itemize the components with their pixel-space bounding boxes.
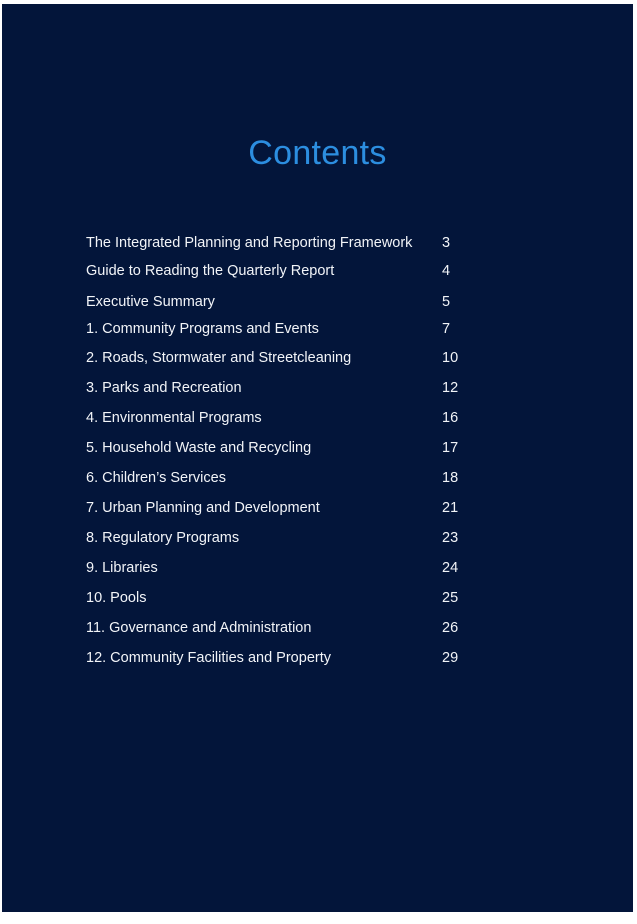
toc-entry-label: Guide to Reading the Quarterly Report (86, 263, 335, 279)
toc-entry-page: 25 (442, 590, 459, 606)
page-title: Contents (248, 134, 387, 172)
toc-entry-label: 4. Environmental Programs (86, 410, 262, 426)
toc-entry-page: 5 (442, 294, 451, 310)
toc-entry-page: 12 (442, 380, 459, 396)
toc-entry[interactable] (86, 617, 466, 639)
toc-entry-label: The Integrated Planning and Reporting Framework (86, 235, 413, 251)
toc-entry[interactable] (86, 407, 466, 429)
toc-entry[interactable] (86, 377, 466, 399)
toc-entry[interactable] (86, 318, 466, 340)
toc-entry[interactable] (86, 587, 466, 609)
toc-entry[interactable] (86, 232, 466, 254)
toc-entry-label: 6. Children’s Services (86, 470, 226, 486)
toc-entry-label: 9. Libraries (86, 560, 158, 576)
toc-entry[interactable] (86, 291, 466, 313)
toc-entry[interactable] (86, 347, 466, 369)
toc-entry-page: 24 (442, 560, 459, 576)
toc-entry-label: Executive Summary (86, 294, 215, 310)
toc-entry-label: 5. Household Waste and Recycling (86, 440, 312, 456)
toc-entry-label: 7. Urban Planning and Development (86, 500, 320, 516)
toc-entry[interactable] (86, 647, 466, 669)
toc-entry-page: 10 (442, 350, 459, 366)
toc-entry[interactable] (86, 497, 466, 519)
toc-entry-page: 21 (442, 500, 459, 516)
toc-entry-label: 1. Community Programs and Events (86, 321, 319, 337)
toc-entry-page: 7 (442, 321, 451, 337)
toc-entry-page: 4 (442, 263, 451, 279)
toc-entry-page: 29 (442, 650, 459, 666)
toc-entry-page: 17 (442, 440, 459, 456)
toc-entry-page: 18 (442, 470, 459, 486)
toc-entry[interactable] (86, 557, 466, 579)
toc-entry[interactable] (86, 437, 466, 459)
toc-entry-label: 3. Parks and Recreation (86, 380, 242, 396)
toc-entry[interactable] (86, 527, 466, 549)
toc-entry[interactable] (86, 467, 466, 489)
toc-entry[interactable] (86, 260, 466, 282)
toc-entry-label: 12. Community Facilities and Property (86, 650, 331, 666)
toc-entry-label: 11. Governance and Administration (86, 620, 312, 636)
toc-entry-label: 8. Regulatory Programs (86, 530, 240, 546)
toc-entry-page: 26 (442, 620, 459, 636)
toc-entry-page: 16 (442, 410, 459, 426)
toc-entry-page: 23 (442, 530, 459, 546)
document-page (2, 4, 633, 912)
toc-entry-page: 3 (442, 235, 451, 251)
toc-entry-label: 10. Pools (86, 590, 147, 606)
toc-entry-label: 2. Roads, Stormwater and Streetcleaning (86, 350, 352, 366)
